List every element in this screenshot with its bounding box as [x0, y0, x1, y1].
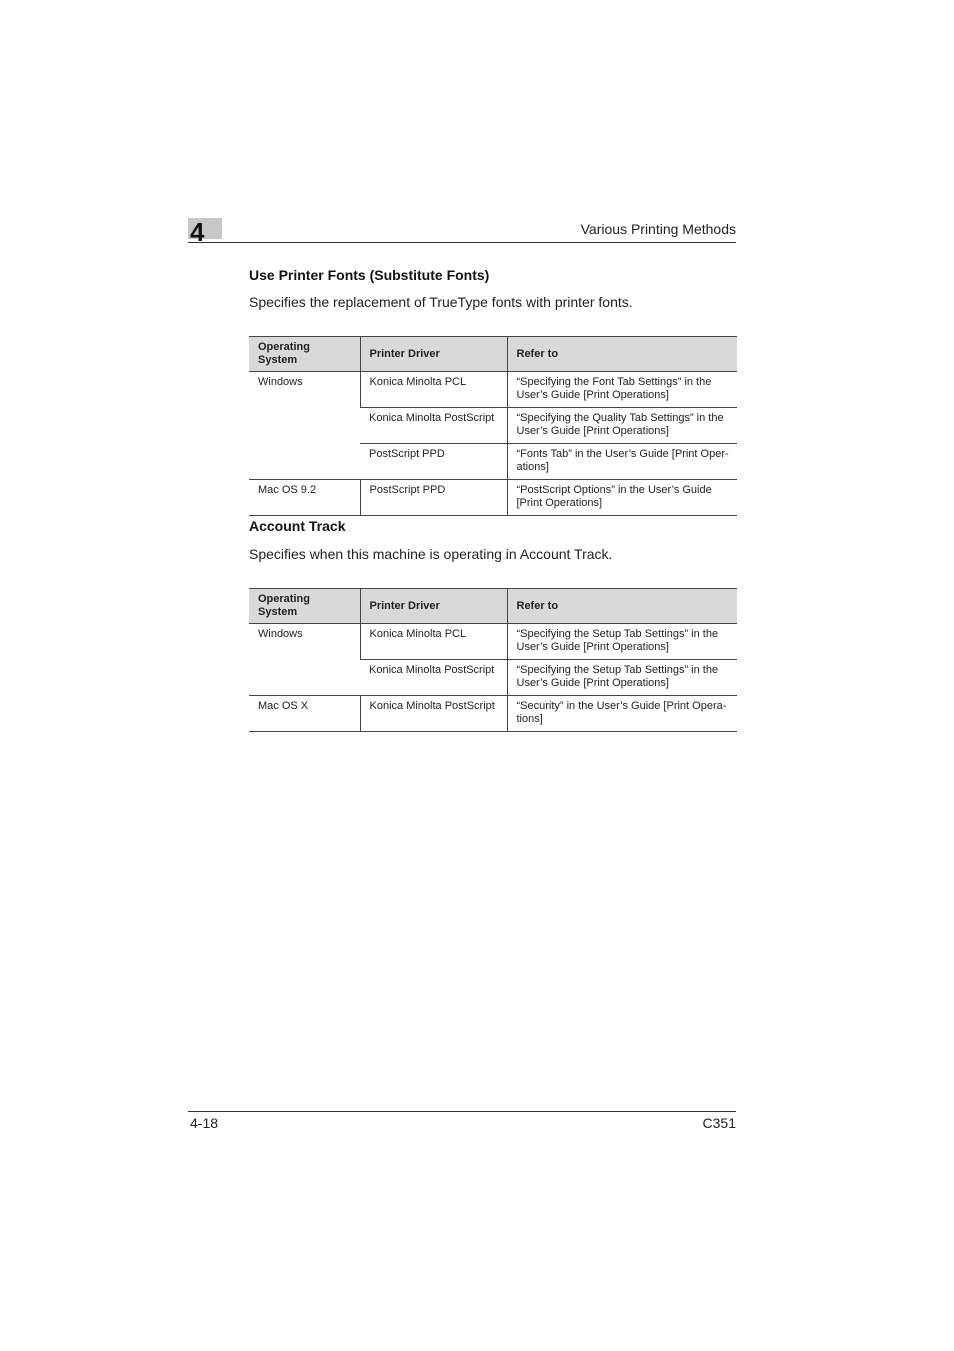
chapter-number: 4: [190, 217, 205, 247]
refer-cell: “Specifying the Font Tab Settings” in the User’s Guide [Print Operations]: [507, 372, 737, 408]
driver-cell: Konica Minolta PostScript: [360, 408, 507, 444]
column-header-driver: Printer Driver: [360, 337, 507, 372]
column-header-refer: Refer to: [507, 337, 737, 372]
table-row: [249, 372, 737, 408]
section-title-printer-fonts: Use Printer Fonts (Substitute Fonts): [249, 267, 490, 283]
os-cell: Mac OS X: [249, 696, 360, 732]
section-description-account-track: Specifies when this machine is operating in Account Track.: [249, 546, 613, 562]
driver-cell: Konica Minolta PCL: [360, 624, 507, 660]
column-header-driver: Printer Driver: [360, 589, 507, 624]
table-row: [249, 624, 737, 660]
refer-cell: “Specifying the Setup Tab Settings” in the User’s Guide [Print Operations]: [507, 624, 737, 660]
driver-cell: PostScript PPD: [360, 444, 507, 480]
table-row: [249, 696, 737, 732]
refer-cell: “PostScript Options” in the User’s Guide [Print Operations]: [507, 480, 737, 516]
column-header-os: Operating System: [249, 589, 360, 624]
header-rule: [188, 242, 736, 243]
printer-fonts-table: [249, 336, 737, 516]
driver-cell: Konica Minolta PostScript: [360, 696, 507, 732]
account-track-table: [249, 588, 737, 732]
driver-cell: Konica Minolta PostScript: [360, 660, 507, 696]
os-cell: Mac OS 9.2: [249, 480, 360, 516]
section-title-account-track: Account Track: [249, 518, 346, 534]
column-header-os: Operating System: [249, 337, 360, 372]
refer-cell: “Specifying the Setup Tab Settings” in the User’s Guide [Print Operations]: [507, 660, 737, 696]
driver-cell: Konica Minolta PCL: [360, 372, 507, 408]
driver-cell: PostScript PPD: [360, 480, 507, 516]
column-header-refer: Refer to: [507, 589, 737, 624]
footer-rule: [188, 1111, 736, 1112]
refer-cell: “Fonts Tab” in the User’s Guide [Print Oper-ations]: [507, 444, 737, 480]
table-header-row: [249, 337, 737, 372]
os-cell: Windows: [249, 372, 360, 480]
section-description-printer-fonts: Specifies the replacement of TrueType fonts with printer fonts.: [249, 294, 633, 310]
table-row: [249, 480, 737, 516]
os-cell: Windows: [249, 624, 360, 696]
page-number: 4-18: [190, 1115, 219, 1131]
model-name: C351: [702, 1115, 736, 1131]
table-header-row: [249, 589, 737, 624]
refer-cell: “Security” in the User’s Guide [Print Opera-tions]: [507, 696, 737, 732]
running-header-title: Various Printing Methods: [580, 221, 736, 237]
refer-cell: “Specifying the Quality Tab Settings” in the User’s Guide [Print Operations]: [507, 408, 737, 444]
